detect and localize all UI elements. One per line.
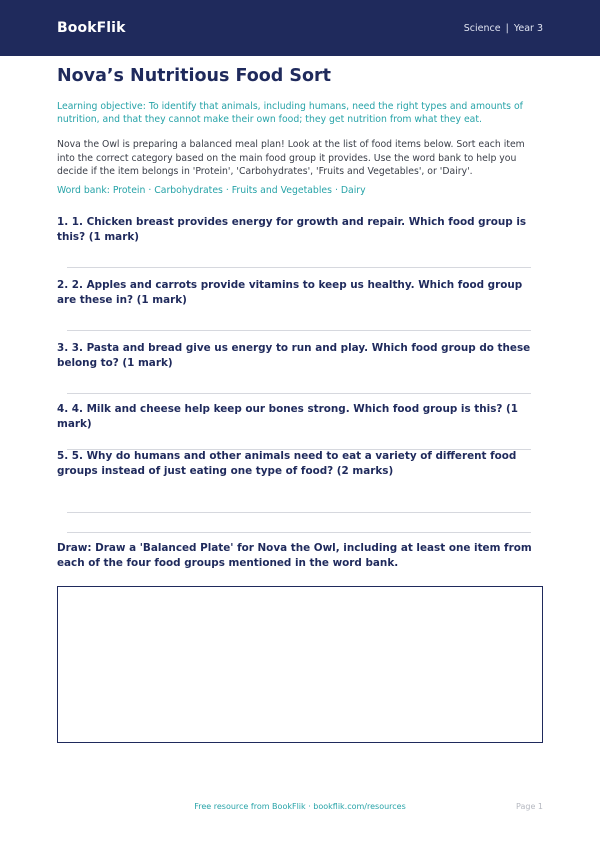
year-label: Year 3 <box>513 22 543 34</box>
answer-line-5b[interactable] <box>67 532 531 533</box>
learning-objective: Learning objective: To identify that animals, including humans, need the right types and amounts of nutrition, and that they cannot make their own food; they get nutrition from what they eat. <box>57 101 523 125</box>
question-2: 2. 2. Apples and carrots provide vitamins to keep us healthy. Which food group are these in? (1 mark) <box>57 279 523 306</box>
question-3: 3. 3. Pasta and bread give us energy to run and play. Which food group do these belong to? (1 mark) <box>57 342 531 369</box>
page-number: Page 1 <box>516 802 543 811</box>
answer-line-1[interactable] <box>67 267 531 268</box>
subject-year-label <box>464 23 543 34</box>
page-title: Nova’s Nutritious Food Sort <box>57 66 332 86</box>
answer-line-5a[interactable] <box>67 512 531 513</box>
answer-line-2[interactable] <box>67 330 531 331</box>
header-separator: | <box>505 22 509 34</box>
question-1: 1. 1. Chicken breast provides energy for growth and repair. Which food group is this? (1 mark) <box>57 216 527 243</box>
draw-prompt: Draw: Draw a 'Balanced Plate' for Nova the Owl, including at least one item from each of the four food groups mentioned in the word bank. <box>57 542 532 569</box>
brand-logo-text: BookFlik <box>57 20 126 36</box>
intro-paragraph: Nova the Owl is preparing a balanced meal plan! Look at the list of food items below. Sort each item into the correct category based on the main food group it provides. Use the word bank to help you decide if the item belongs in 'Protein', 'Carbohydrates', 'Fruits and Vegetables', or 'Dairy'. <box>57 139 525 177</box>
drawing-area[interactable] <box>57 586 543 743</box>
question-4: 4. 4. Milk and cheese help keep our bones strong. Which food group is this? (1 mark) <box>57 403 518 430</box>
word-bank: Word bank: Protein · Carbohydrates · Fruits and Vegetables · Dairy <box>57 185 366 196</box>
subject-label: Science <box>463 22 501 34</box>
footer-resource-text: Free resource from BookFlik · bookflik.com/resources <box>194 802 406 811</box>
answer-line-3[interactable] <box>67 393 531 394</box>
page-header <box>0 0 600 56</box>
question-5: 5. 5. Why do humans and other animals need to eat a variety of different food groups instead of just eating one type of food? (2 marks) <box>57 450 517 477</box>
